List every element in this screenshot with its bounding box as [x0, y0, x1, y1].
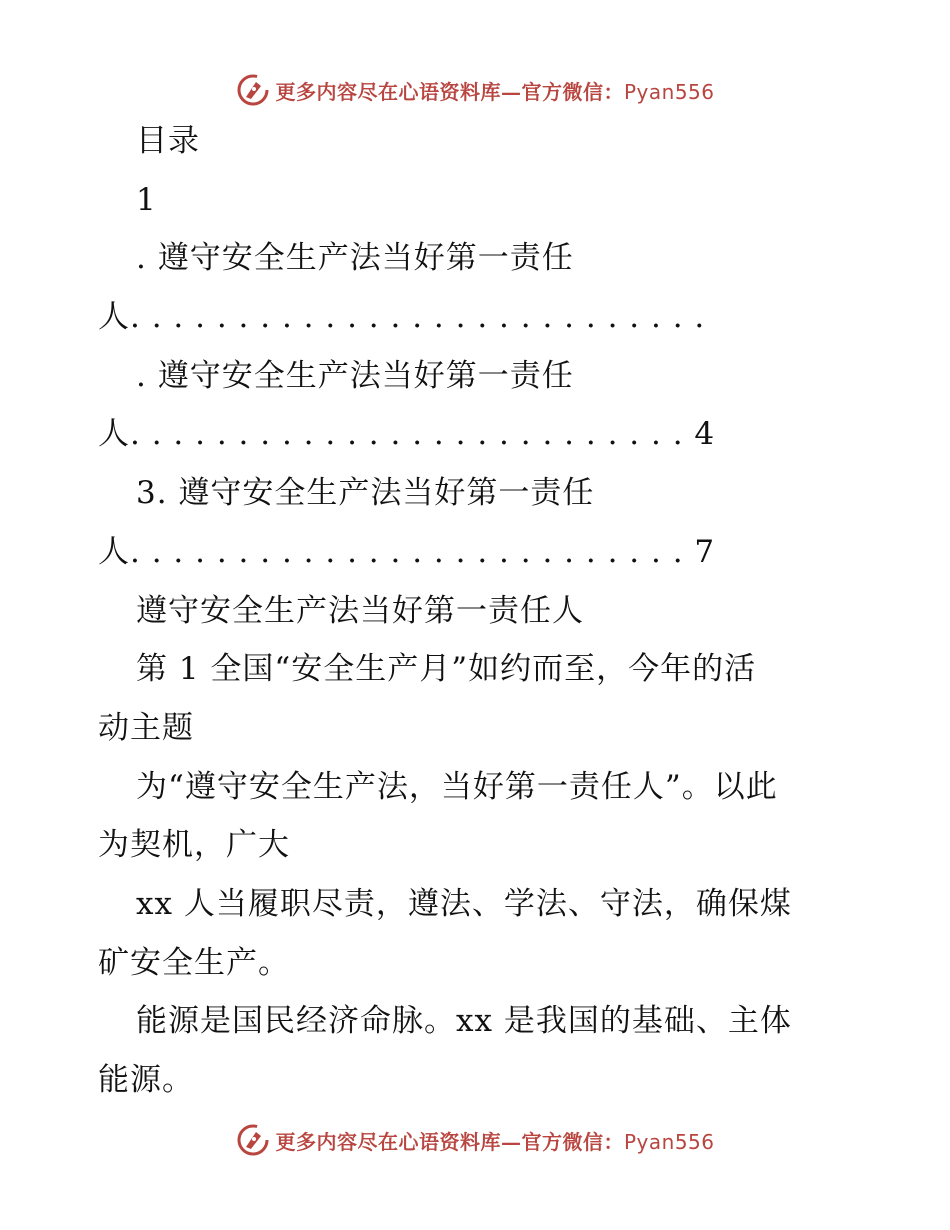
text-line: 为“遵守安全生产法，当好第一责任人”。以此 [136, 768, 778, 805]
text-line: . 遵守安全生产法当好第一责任 [136, 357, 574, 394]
text-line: 能源是国民经济命脉。xx 是我国的基础、主体 [136, 1003, 792, 1040]
watermark-footer [0, 1120, 950, 1160]
text-line: 3. 遵守安全生产法当好第一责任 [136, 475, 595, 512]
pen-nib-logo-icon [235, 1122, 271, 1158]
text-line: . 遵守安全生产法当好第一责任 [136, 240, 574, 277]
watermark-text: 更多内容尽在心语资料库—官方微信：Pyan556 [275, 1129, 715, 1154]
text-line: xx 人当履职尽责，遵法、学法、守法，确保煤 [136, 885, 792, 922]
pen-nib-logo-icon [235, 72, 271, 108]
text-line: 动主题 [98, 709, 194, 746]
text-line: 1 [136, 181, 157, 218]
watermark-text: 更多内容尽在心语资料库—官方微信：Pyan556 [275, 79, 715, 104]
text-line: 为契机，广大 [98, 827, 290, 864]
watermark-header [0, 70, 950, 110]
text-line: 第 1 全国“安全生产月”如约而至，今年的活 [136, 651, 757, 688]
text-line: 人. . . . . . . . . . . . . . . . . . . . . . . . . . 4 [98, 416, 716, 453]
text-line: 人. . . . . . . . . . . . . . . . . . . . . . . . . . 7 [98, 533, 716, 570]
text-line: 遵守安全生产法当好第一责任人 [136, 592, 584, 629]
text-line: 人. . . . . . . . . . . . . . . . . . . . . . . . . . . [98, 299, 706, 336]
text-line: 目录 [136, 123, 200, 159]
document-body [98, 112, 858, 1110]
text-line: 矿安全生产。 [98, 944, 290, 981]
text-line: 能源。 [98, 1062, 194, 1098]
